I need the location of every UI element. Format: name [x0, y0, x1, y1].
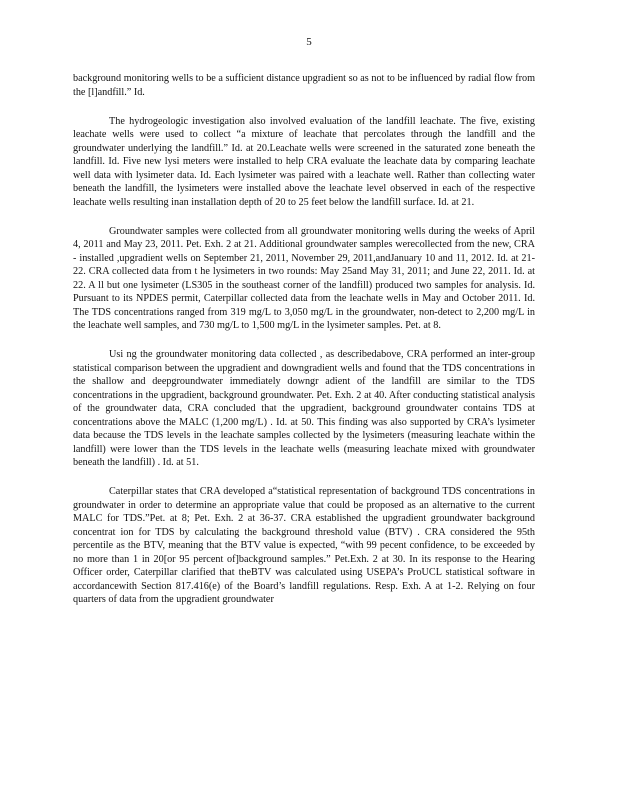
paragraph-continuation: background monitoring wells to be a sufficient distance upgradient so as not to be influenced by radial flow from the [l]andfill.” Id. — [73, 73, 535, 98]
document-body — [73, 72, 535, 622]
page-number: 5 — [306, 36, 312, 48]
paragraph-leachate-evaluation: The hydrogeologic investigation also involved evaluation of the landfill leachate. The five, existing leachate wells were used to collect “a mixture of leachate that percolates through the landfill and the groundwater underlying the landfill.” Id. at 20.Leachate wells were screened in the saturated zone beneath the landfill. Id. Five new lysi meters were installed to help CRA evaluate the leachate data by comparing leachate well data with lysimeter data. Id. Each lysimeter was paired with a leachate well. Rather than collecting water beneath the landfill, the lysimeters were installed above the leachate level observed in each of the respective leachate wells resulting inan installation depth of 20 to 25 feet below the landfill surface. Id. at 21. — [73, 115, 535, 208]
paragraph-statistical-comparison: Usi ng the groundwater monitoring data collected , as describedabove, CRA performed an inter-group statistical comparison between the upgradient and downgradient wells and found that the TDS concentrations in the shallow and deepgroundwater immediately downgr adient of the landfill are similar to the TDS concentrations in the upgradient, background groundwater. Pet. Exh. 2 at 40. After conducting statistical analysis of the groundwater data, CRA concluded that the upgradient, background groundwater contains TDS at concentrations above the MALC (1,200 mg/L) . Id. at 50. This finding was also supported by CRA’s lysimeter data because the TDS levels in the leachate samples collected by the lysimeters (measuring leachate within the landfill) were lower than the TDS levels in the leachate wells (measuring leachate mixed with groundwater beneath the landfill) . Id. at 51. — [73, 349, 535, 468]
paragraph-groundwater-samples: Groundwater samples were collected from all groundwater monitoring wells during the weeks of April 4, 2011 and May 23, 2011. Pet. Exh. 2 at 21. Additional groundwater samples werecollected from the new, CRA - installed ,upgradient wells on September 21, 2011, November 29, 2011,andJanuary 10 and 11, 2012. Id. at 21-22. CRA collected data from t he lysimeters in two rounds: May 25and May 31, 2011; and June 22, 2011. Id. at 22. A ll but one lysimeter (LS305 in the southeast corner of the landfill) produced two samples for analysis. Id. Pursuant to its NPDES permit, Caterpillar collected data from the leachate wells in May and October 2011. Id. The TDS concentrations ranged from 319 mg/L to 3,050 mg/L in the groundwater, non-detect to 2,200 mg/L in the leachate well samples, and 730 mg/L to 1,500 mg/L in the lysimeter samples. Pet. at 8. — [73, 225, 535, 331]
paragraph-background-threshold: Caterpillar states that CRA developed a“statistical representation of background TDS concentrations in groundwater in order to determine an appropriate value that could be proposed as an alternative to the current MALC for TDS.”Pet. at 8; Pet. Exh. 2 at 36-37. CRA established the upgradient groundwater background concentrat ion for TDS by calculating the background threshold value (BTV) . CRA considered the 95th percentile as the BTV, meaning that the BTV value is expected, “with 99 pecent confidence, to be exceeded by no more than 1 in 20[or 95 percent of]background samples.” Pet.Exh. 2 at 30. In its response to the Hearing Officer order, Caterpillar clarified that theBTV was calculated using USEPA’s ProUCL statistical software in accordancewith Section 817.416(e) of the Board’s landfill regulations. Resp. Exh. A at 1-2. Relying on four quarters of data from the upgradient groundwater — [73, 486, 535, 605]
